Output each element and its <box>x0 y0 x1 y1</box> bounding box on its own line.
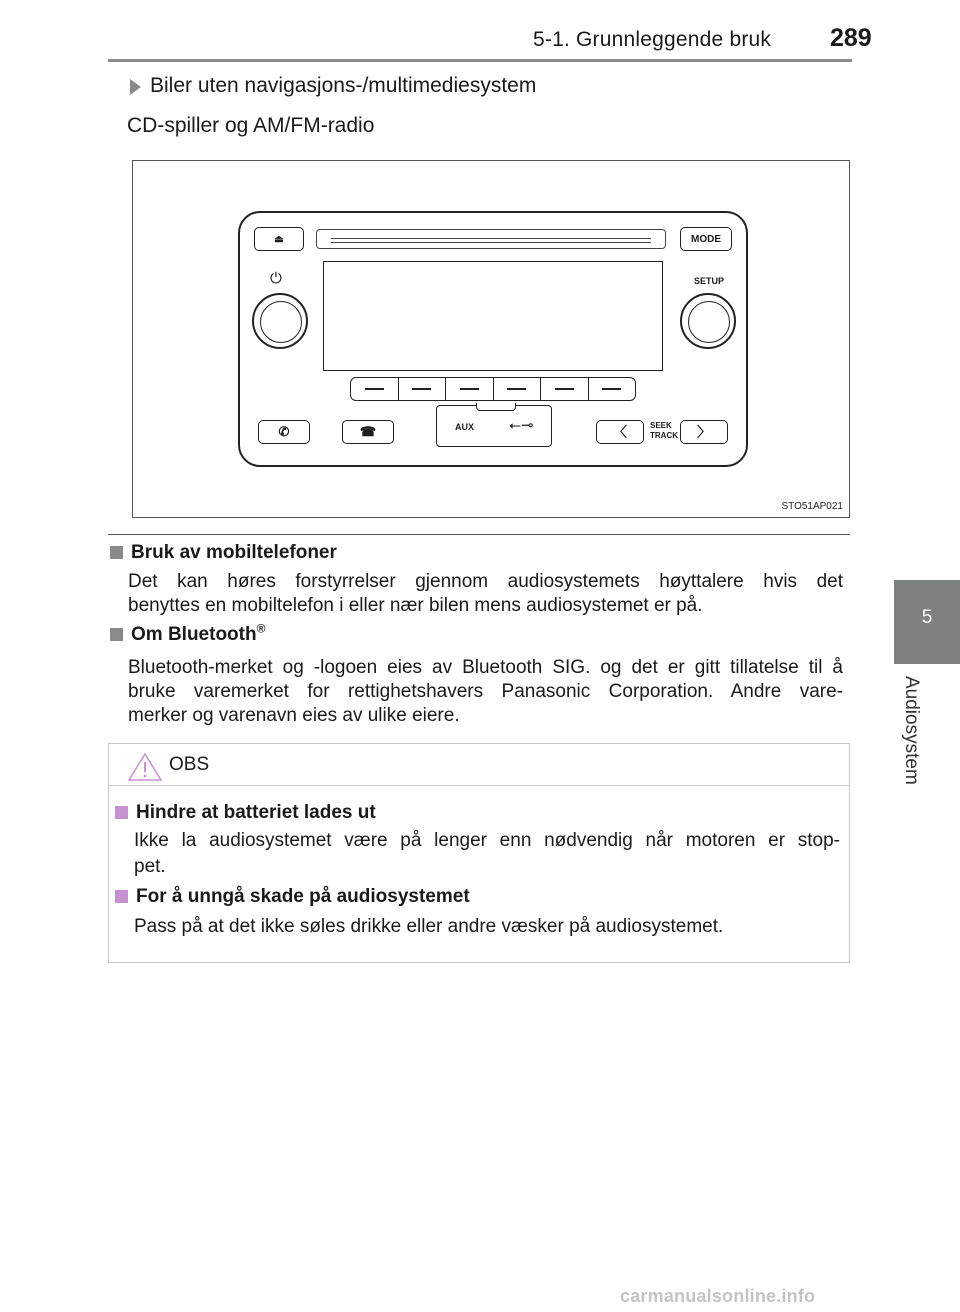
chapter-tab: 5 <box>894 580 960 664</box>
header-rule <box>108 59 852 62</box>
mode-button: MODE <box>680 227 732 251</box>
radio-panel <box>238 211 748 467</box>
bullet-square-icon <box>115 806 128 819</box>
radio-display <box>323 261 663 371</box>
caution-box <box>108 743 850 963</box>
seek-next-button: 〉 <box>680 420 728 444</box>
power-icon: ⏻ <box>270 270 282 287</box>
aux-usb-port <box>436 405 552 447</box>
bullet-square-icon <box>110 628 123 641</box>
setup-label: SETUP <box>694 276 725 286</box>
bullet-square-icon <box>110 546 123 559</box>
usb-icon: ⭠⊸ <box>509 417 534 434</box>
preset-button <box>589 378 636 400</box>
aux-cover <box>476 403 516 411</box>
section-title: 5-1. Grunnleggende bruk <box>533 28 772 51</box>
preset-buttons <box>350 377 636 401</box>
tune-knob <box>680 293 736 349</box>
bullet-square-icon <box>115 890 128 903</box>
watermark: carmanualsonline.info <box>620 1286 816 1306</box>
phone-hangup-icon: ☎ <box>342 420 394 444</box>
radio-figure <box>132 160 850 518</box>
page-number: 289 <box>830 24 872 52</box>
separator-rule <box>108 534 850 535</box>
volume-knob <box>252 293 308 349</box>
section-body: Det kan høres forstyrrelser gjennom audiosystemets høyttalere hvis det benyttes en mobiltelefon i eller nær bilen mens audiosystemet er på. <box>128 571 843 616</box>
phone-call-icon: ✆ <box>258 420 310 444</box>
subheading: Biler uten navigasjons-/multimediesystem <box>150 74 537 97</box>
preset-button <box>446 378 494 400</box>
section-body: Bluetooth-merket og -logoen eies av Bluetooth SIG. og det er gitt tillatelse til å bruke varemerket for rettighetshavers Panasonic Corporation. Andre vare- merker og varenavn eies av ulike eiere. <box>128 657 843 726</box>
caution-title: OBS <box>169 754 210 775</box>
preset-button <box>494 378 542 400</box>
figure-code: STO51AP021 <box>781 501 843 512</box>
aux-label: AUX <box>455 422 475 432</box>
section-heading: Om Bluetooth® <box>110 624 265 646</box>
eject-button: ⏏ <box>254 227 304 251</box>
preset-button <box>351 378 399 400</box>
caution-header <box>109 744 849 786</box>
chapter-label <box>900 676 924 796</box>
cd-slot <box>316 229 666 249</box>
caution-heading: For å unngå skade på audiosystemet <box>115 886 470 908</box>
caution-body: Pass på at det ikke søles drikke eller andre væsker på audiosystemet. <box>134 916 724 937</box>
section-heading: Bruk av mobiltelefoner <box>110 542 337 564</box>
arrow-icon <box>130 79 141 95</box>
preset-button <box>399 378 447 400</box>
caution-heading: Hindre at batteriet lades ut <box>115 802 376 824</box>
seek-prev-button: 〈 <box>596 420 644 444</box>
seek-track-label: SEEK TRACK <box>650 421 678 440</box>
preset-button <box>541 378 589 400</box>
chapter-title: Audiosystem <box>901 676 922 785</box>
intro-text: CD-spiller og AM/FM-radio <box>127 114 375 137</box>
caution-body: Ikke la audiosystemet være på lenger enn nødvendig når motoren er stop- pet. <box>134 830 840 877</box>
warning-icon <box>127 752 163 782</box>
